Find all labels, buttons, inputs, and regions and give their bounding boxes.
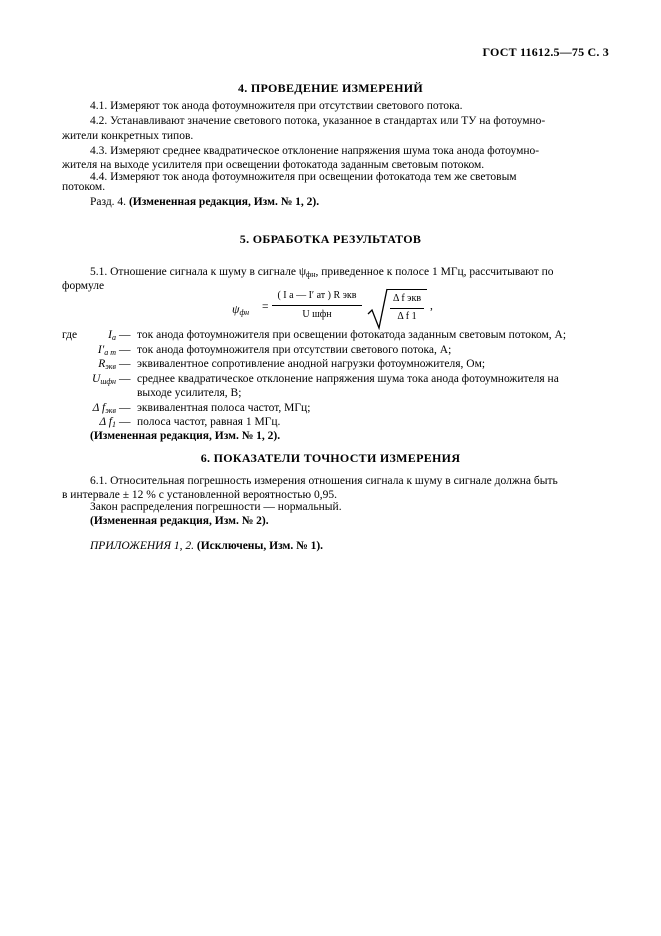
definition-symbol: $R_{экв}$ bbox=[98, 358, 116, 371]
definitions-list bbox=[62, 328, 600, 430]
page-header: ГОСТ 11612.5—75 С. 3 bbox=[482, 45, 609, 59]
definition-row bbox=[62, 386, 600, 401]
para-6-2: Закон распределения погрешности — нормальный. bbox=[90, 501, 342, 513]
definition-text: эквивалентное сопротивление анодной нагрузки фотоумножителя, Ом; bbox=[137, 358, 486, 370]
formula-denominator: U шфн bbox=[302, 309, 332, 320]
para-4-4: 4.4. Измеряют ток анода фотоумножителя при освещении фотокатода тем же световым bbox=[90, 171, 517, 183]
para-4-2-cont: жители конкретных типов. bbox=[62, 130, 194, 142]
para-5-1-cont: формуле bbox=[62, 280, 105, 292]
para-4-2: 4.2. Устанавливают значение светового потока, указанное в стандартах или ТУ на фотоумно- bbox=[90, 115, 546, 127]
where-label: где bbox=[62, 329, 78, 341]
para-5-1: 5.1. Отношение сигнала к шуму в сигнале $\psi_{фн}$, приведенное к полосе 1 МГц, рассчитывают по bbox=[90, 266, 554, 279]
sqrt-fraction-bar bbox=[390, 308, 424, 309]
sqrt-denominator: Δ f 1 bbox=[397, 311, 417, 322]
definition-symbol: Δ $f_1$ bbox=[99, 416, 116, 429]
section-6-title: 6. ПОКАЗАТЕЛИ ТОЧНОСТИ ИЗМЕРЕНИЯ bbox=[200, 451, 461, 465]
section-6-note: (Измененная редакция, Изм. № 2). bbox=[90, 515, 269, 527]
sqrt-numerator: Δ f экв bbox=[392, 293, 422, 304]
definition-symbol: $I'_{а т}$ bbox=[97, 343, 116, 357]
para-4-3-cont: жителя на выходе усилителя при освещении фотокатода заданным световым потоком. bbox=[62, 159, 485, 171]
definition-row: $I'_{а т}$ — ток анода фотоумножителя при отсутствии светового потока, А; bbox=[62, 343, 600, 358]
para-4-1: 4.1. Измеряют ток анода фотоумножителя при отсутствии светового потока. bbox=[90, 100, 463, 112]
para-6-1: 6.1. Относительная погрешность измерения отношения сигнала к шуму в сигнале должна быть bbox=[90, 475, 558, 487]
definition-row: $R_{экв}$ — эквивалентное сопротивление анодной нагрузки фотоумножителя, Ом; bbox=[62, 357, 600, 372]
definition-symbol: $U_{шфн}$ bbox=[92, 372, 116, 386]
formula-numerator: ( I а — I′ ат ) R экв bbox=[277, 290, 357, 301]
section-4-title: 4. ПРОВЕДЕНИЕ ИЗМЕРЕНИЙ bbox=[237, 81, 424, 95]
definition-symbol: $I_а$ bbox=[108, 329, 116, 342]
para-4-3: 4.3. Измеряют среднее квадратическое отклонение напряжения шума тока анода фотоумно- bbox=[90, 145, 540, 157]
definition-text: выходе усилителя, В; bbox=[137, 387, 242, 399]
definition-text: ток анода фотоумножителя при отсутствии светового потока, А; bbox=[137, 343, 452, 356]
section-5-title: 5. ОБРАБОТКА РЕЗУЛЬТАТОВ bbox=[239, 232, 422, 246]
definition-row: Δ $f_1$ — полоса частот, равная 1 МГц. bbox=[62, 415, 600, 430]
para-6-1-cont: в интервале ± 12 % с установленной вероятностью 0,95. bbox=[62, 489, 338, 501]
formula-comma: , bbox=[430, 300, 433, 312]
definition-text: среднее квадратическое отклонение напряжения шума тока анода фотоумножителя на bbox=[137, 372, 559, 385]
formula-lhs: $\psi_{фн}$ bbox=[232, 302, 250, 317]
section-4-note: Разд. 4. (Измененная редакция, Изм. № 1, 2). bbox=[90, 196, 320, 208]
section-5-note: (Измененная редакция, Изм. № 1, 2). bbox=[90, 430, 281, 442]
definition-text: полоса частот, равная 1 МГц. bbox=[137, 416, 281, 428]
definition-symbol: Δ $f_{экв}$ bbox=[92, 401, 116, 415]
formula-fraction-bar bbox=[272, 305, 362, 306]
appendices-note: ПРИЛОЖЕНИЯ 1, 2. (Исключены, Изм. № 1). bbox=[90, 540, 324, 552]
definition-text: ток анода фотоумножителя при освещении фотокатода заданным световым потоком, А; bbox=[137, 329, 567, 341]
sqrt-sign-icon bbox=[366, 288, 388, 330]
formula-equals: = bbox=[262, 301, 269, 313]
formula bbox=[232, 288, 472, 332]
definition-text: эквивалентная полоса частот, МГц; bbox=[137, 401, 311, 414]
definition-row: $U_{шфн}$ — среднее квадратическое отклонение напряжения шума тока анода фотоумножителя на bbox=[62, 372, 600, 387]
definition-row: Δ $f_{экв}$ — эквивалентная полоса частот, МГц; bbox=[62, 401, 600, 416]
definition-row: $I_а$ — ток анода фотоумножителя при освещении фотокатода заданным световым потоком, А; bbox=[62, 328, 600, 343]
para-4-4-cont: потоком. bbox=[62, 181, 106, 193]
sqrt-bar bbox=[387, 289, 427, 290]
